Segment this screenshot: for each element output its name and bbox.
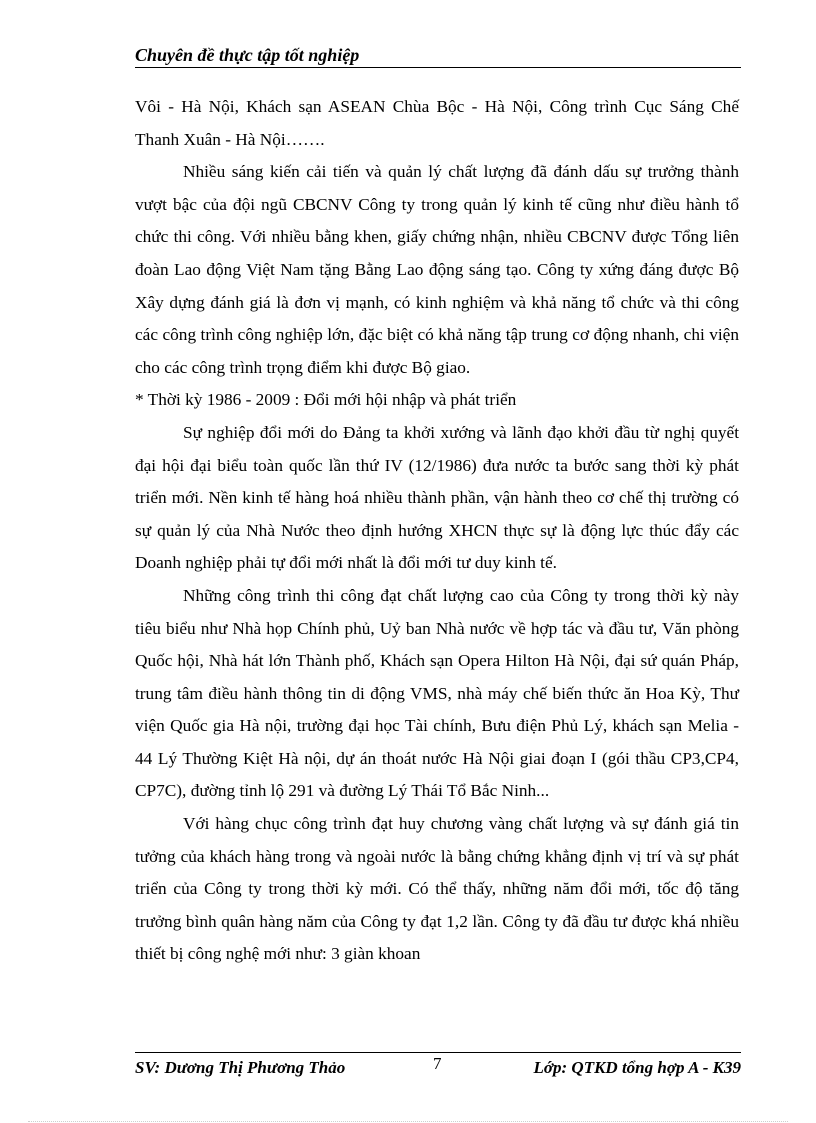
paragraph-achievements: Với hàng chục công trình đạt huy chương vàng chất lượng và sự đánh giá tin tưởng của khách hàng trong và ngoài nước là bằng chứng khẳng định vị trí và sự phát triển của Công ty trong thời kỳ mới. Có thể thấy, những năm đổi mới, tốc độ tăng trưởng bình quân hàng năm của Công ty đạt 1,2 lần. Công ty đã đầu tư được khá nhiều thiết bị công nghệ mới như: 3 giàn khoan (135, 814, 739, 964)
header-title: Chuyên đề thực tập tốt nghiệp (135, 45, 360, 65)
paragraph-projects: Những công trình thi công đạt chất lượng cao của Công ty trong thời kỳ này tiêu biểu như Nhà họp Chính phủ, Uỷ ban Nhà nước về hợp tác và đầu tư, Văn phòng Quốc hội, Nhà hát lớn Thành phố, Khách sạn Opera Hilton Hà Nội, đại sứ quán Pháp, trung tâm điều hành thông tin di động VMS, nhà máy chế biến thức ăn Hoa Kỳ, Thư viện Quốc gia Hà nội, trường đại học Tài chính, Bưu điện Phủ Lý, khách sạn Melia - 44 Lý Thường Kiệt Hà nội, dự án thoát nước Hà Nội giai đoạn I (gói thầu CP3,CP4, CP7C), đường tỉnh lộ 291 và đường Lý Thái Tổ Bắc Ninh... (135, 585, 739, 801)
page-bottom-divider (28, 1121, 788, 1122)
page-footer (135, 1052, 741, 1083)
paragraph-initiatives: Nhiều sáng kiến cải tiến và quản lý chất lượng đã đánh dấu sự trưởng thành vượt bậc của đội ngũ CBCNV Công ty trong quản lý kinh tế cũng như điều hành tổ chức thi công. Với nhiều bằng khen, giấy chứng nhận, nhiều CBCNV được Tổng liên đoàn Lao động Việt Nam tặng Bằng Lao động sáng tạo. Công ty xứng đáng được Bộ Xây dựng đánh giá là đơn vị mạnh, có kinh nghiệm và khả năng tổ chức và thi công các công trình công nghiệp lớn, đặc biệt có khả năng tập trung cơ động nhanh, chi viện cho các công trình trọng điểm khi được Bộ giao. (135, 162, 739, 377)
footer-student-name: SV: Dương Thị Phương Thảo (135, 1058, 346, 1077)
footer-class-name: Lớp: QTKD tổng hợp A - K39 (533, 1058, 741, 1077)
document-body (135, 91, 739, 971)
page-header (135, 44, 741, 68)
paragraph-continuation: Vôi - Hà Nội, Khách sạn ASEAN Chùa Bộc - Hà Nội, Công trình Cục Sáng Chế Thanh Xuân - Hà Nội……. (135, 97, 739, 149)
page-number: 7 (433, 1054, 442, 1073)
section-heading-period: * Thời kỳ 1986 - 2009 : Đổi mới hội nhập và phát triển (135, 390, 517, 410)
paragraph-renovation: Sự nghiệp đổi mới do Đảng ta khởi xướng và lãnh đạo khởi đầu từ nghị quyết đại hội đại biểu toàn quốc lần thứ IV (12/1986) đưa nước ta bước sang thời kỳ phát triển mới. Nền kinh tế hàng hoá nhiều thành phần, vận hành theo cơ chế thị trường có sự quản lý của Nhà Nước theo định hướng XHCN thực sự là động lực thúc đẩy các Doanh nghiệp phải tự đổi mới nhất là đổi mới tư duy kinh tế. (135, 422, 739, 573)
